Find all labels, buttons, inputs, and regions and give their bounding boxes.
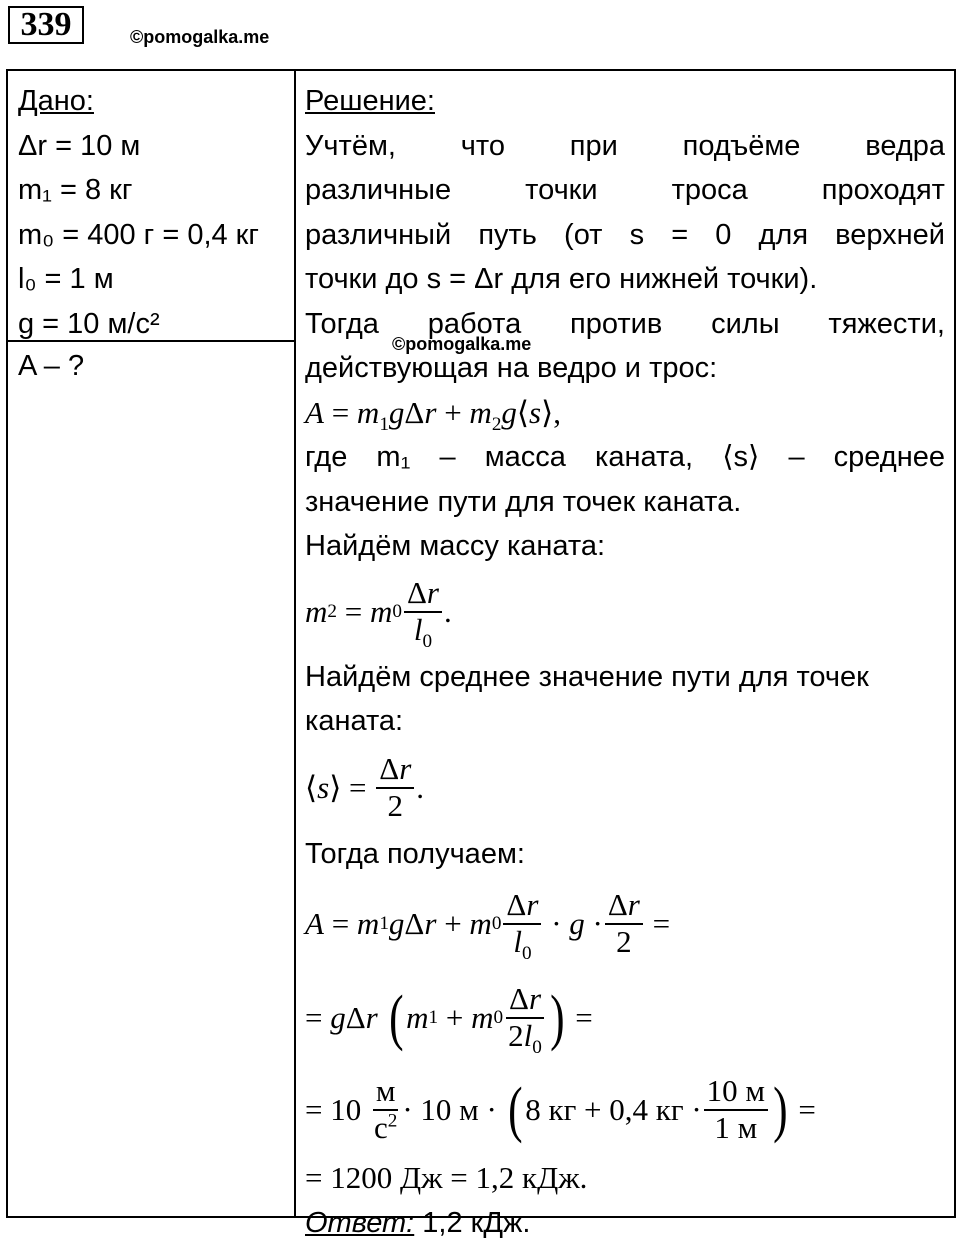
then-text: Тогда получаем: (305, 832, 945, 877)
text-line (305, 213, 945, 258)
word: точки (525, 168, 597, 213)
problem-number: 339 (8, 6, 84, 44)
find-mass-text: Найдём массу каната: (305, 524, 945, 569)
word: ⟨s⟩ (722, 435, 759, 480)
text-line (305, 480, 945, 525)
find-avg-text: каната: (305, 699, 945, 744)
formula-factored: = g Δ r ( m 1 + m 0 $\frac{\Delta r}{2l_0}$ ) = (305, 972, 945, 1064)
word: масса (485, 435, 566, 480)
word: работа (428, 302, 521, 347)
formula-substituted: A = m 1 g Δ r + m 0 $\frac{\Delta r}{l_0}$ · g · $\frac{\Delta r}{2}$ = (305, 876, 945, 972)
word: против (570, 302, 662, 347)
word: путь (478, 213, 537, 258)
solution-title: Решение: (305, 79, 945, 124)
formula-numeric: = 10 $\frac{м}{с^2}$ · 10 м · ( 8 кг + 0,4 кг · $\frac{10 м}{1 м}$ ) = (305, 1064, 945, 1156)
word: при (570, 124, 618, 169)
word: m₁ (376, 435, 410, 480)
word: подъёме (683, 124, 801, 169)
word: что (461, 124, 505, 169)
find-label: A – ? (18, 344, 84, 388)
column-divider (294, 71, 296, 1216)
watermark-overlay: ©pomogalka.me (392, 334, 531, 355)
text-line (305, 124, 945, 169)
answer-line (305, 1201, 945, 1245)
word: = (671, 213, 688, 258)
formula-rope-mass: m 2 = m 0 $\frac{\Delta r}{l_0}$ . (305, 569, 945, 655)
word: 0 (715, 213, 731, 258)
given-title: Дано: (18, 79, 288, 124)
given-line: g = 10 м/с² (18, 302, 288, 347)
answer-label: Ответ: (305, 1207, 414, 1239)
word: среднее (834, 435, 945, 480)
word: каната, (595, 435, 693, 480)
word: верхней (835, 213, 945, 258)
formula-avg-path: ⟨ s ⟩ = $\frac{\Delta r}{2}$ . (305, 744, 945, 832)
word: значение пути для точек каната. (305, 486, 741, 518)
given-line: l₀ = 1 м (18, 257, 288, 302)
formula-result: = 1200 Дж = 1,2 кДж. (305, 1156, 945, 1201)
where-paragraph (305, 435, 945, 524)
word: проходят (822, 168, 945, 213)
word: – (788, 435, 804, 480)
given-section (18, 79, 288, 346)
solution-section (305, 79, 945, 1245)
word: (от (564, 213, 602, 258)
text-line (305, 168, 945, 213)
word: для (758, 213, 808, 258)
find-avg-text: Найдём среднее значение пути для точек (305, 655, 945, 700)
text-line (305, 257, 945, 302)
word: ведра (865, 124, 945, 169)
word: тяжести, (828, 302, 945, 347)
word: различные (305, 168, 451, 213)
text-line (305, 435, 945, 480)
word: троса (672, 168, 748, 213)
given-line: Δr = 10 м (18, 124, 288, 169)
given-line: m₀ = 400 г = 0,4 кг (18, 213, 288, 258)
answer-value: 1,2 кДж. (422, 1207, 530, 1239)
formula-work: $A = m_1g\Delta r$ + $m_2g⟨s⟩$, (305, 391, 945, 436)
word: s (630, 213, 645, 258)
word: – (439, 435, 455, 480)
word: Учтём, (305, 124, 396, 169)
solution-table (6, 69, 956, 1218)
word: действующая на ведро и трос: (305, 352, 717, 384)
word: где (305, 435, 347, 480)
word: точки до s = Δr для его нижней точки). (305, 263, 817, 295)
watermark: ©pomogalka.me (130, 27, 269, 48)
word: силы (711, 302, 779, 347)
word: Тогда (305, 302, 379, 347)
given-line: m₁ = 8 кг (18, 168, 288, 213)
word: различный (305, 213, 451, 258)
